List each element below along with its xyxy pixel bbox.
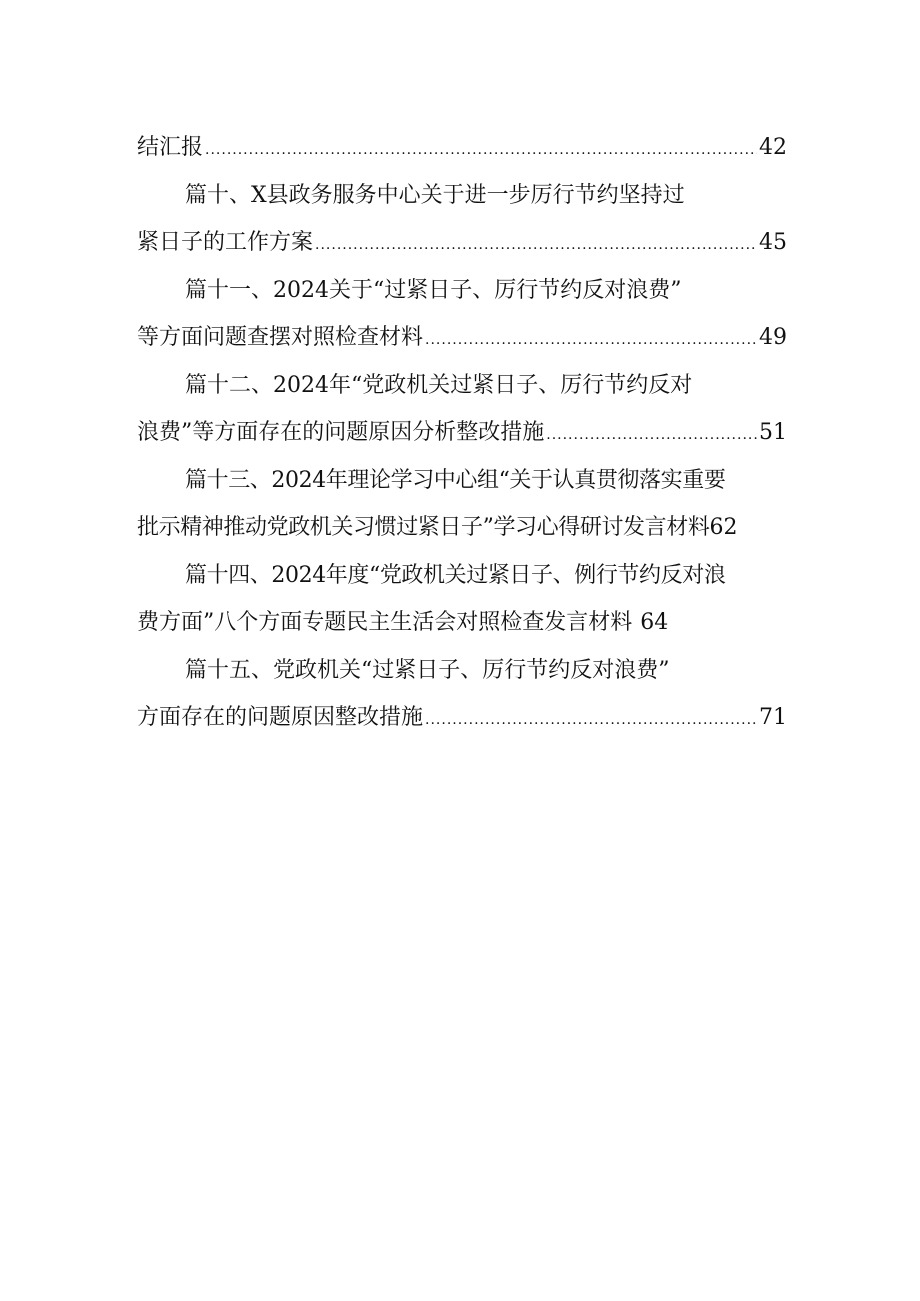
- toc-entry-text: 等方面问题查摆对照检查材料: [137, 325, 424, 350]
- table-of-contents: [137, 124, 787, 742]
- toc-entry-heading: 篇十五、党政机关“过紧日子、厉行节约反对浪费”: [185, 657, 670, 683]
- toc-line: [137, 409, 787, 457]
- toc-line: [137, 694, 787, 742]
- toc-line: [137, 219, 787, 267]
- toc-line: [137, 314, 787, 362]
- toc-entry-text: 方面存在的问题原因整改措施: [137, 705, 424, 730]
- toc-line: [137, 552, 787, 600]
- toc-line: [137, 599, 787, 647]
- toc-line: [137, 457, 787, 505]
- toc-line: [137, 504, 787, 552]
- toc-entry-heading: 篇十、X县政务服务中心关于进一步厉行节约坚持过: [185, 182, 685, 208]
- toc-line: [137, 267, 787, 315]
- toc-line: [137, 362, 787, 410]
- dot-leader: [425, 317, 757, 365]
- dot-leader: [546, 412, 757, 460]
- toc-page-number: 45: [759, 230, 787, 255]
- toc-line: [137, 647, 787, 695]
- toc-page-number: 71: [759, 705, 787, 730]
- toc-line: [137, 172, 787, 220]
- toc-entry-heading: 篇十二、2024年“党政机关过紧日子、厉行节约反对: [185, 372, 693, 398]
- toc-entry-text: 结汇报: [137, 135, 204, 160]
- toc-entry-text: 紧日子的工作方案: [137, 230, 314, 255]
- toc-entry-heading: 篇十一、2024关于“过紧日子、厉行节约反对浪费”: [185, 277, 682, 303]
- dot-leader: [205, 127, 757, 175]
- toc-page-number: 49: [759, 325, 787, 350]
- toc-entry-text: 浪费”等方面存在的问题原因分析整改措施: [137, 420, 545, 445]
- toc-page-number: 62: [709, 515, 738, 540]
- toc-page-number: 51: [759, 420, 787, 445]
- dot-leader: [315, 222, 757, 270]
- toc-entry-heading: 篇十三、2024年理论学习中心组“关于认真贯彻落实重要: [185, 467, 726, 493]
- toc-page-number: 64: [640, 610, 669, 635]
- toc-line: [137, 124, 787, 172]
- toc-page-number: 42: [759, 135, 787, 160]
- toc-entry-text: 费方面”八个方面专题民主生活会对照检查发言材料: [137, 610, 633, 635]
- toc-entry-text: 批示精神推动党政机关习惯过紧日子”学习心得研讨发言材料: [137, 515, 710, 540]
- dot-leader: [425, 697, 757, 745]
- toc-entry-heading: 篇十四、2024年度“党政机关过紧日子、例行节约反对浪: [185, 562, 726, 588]
